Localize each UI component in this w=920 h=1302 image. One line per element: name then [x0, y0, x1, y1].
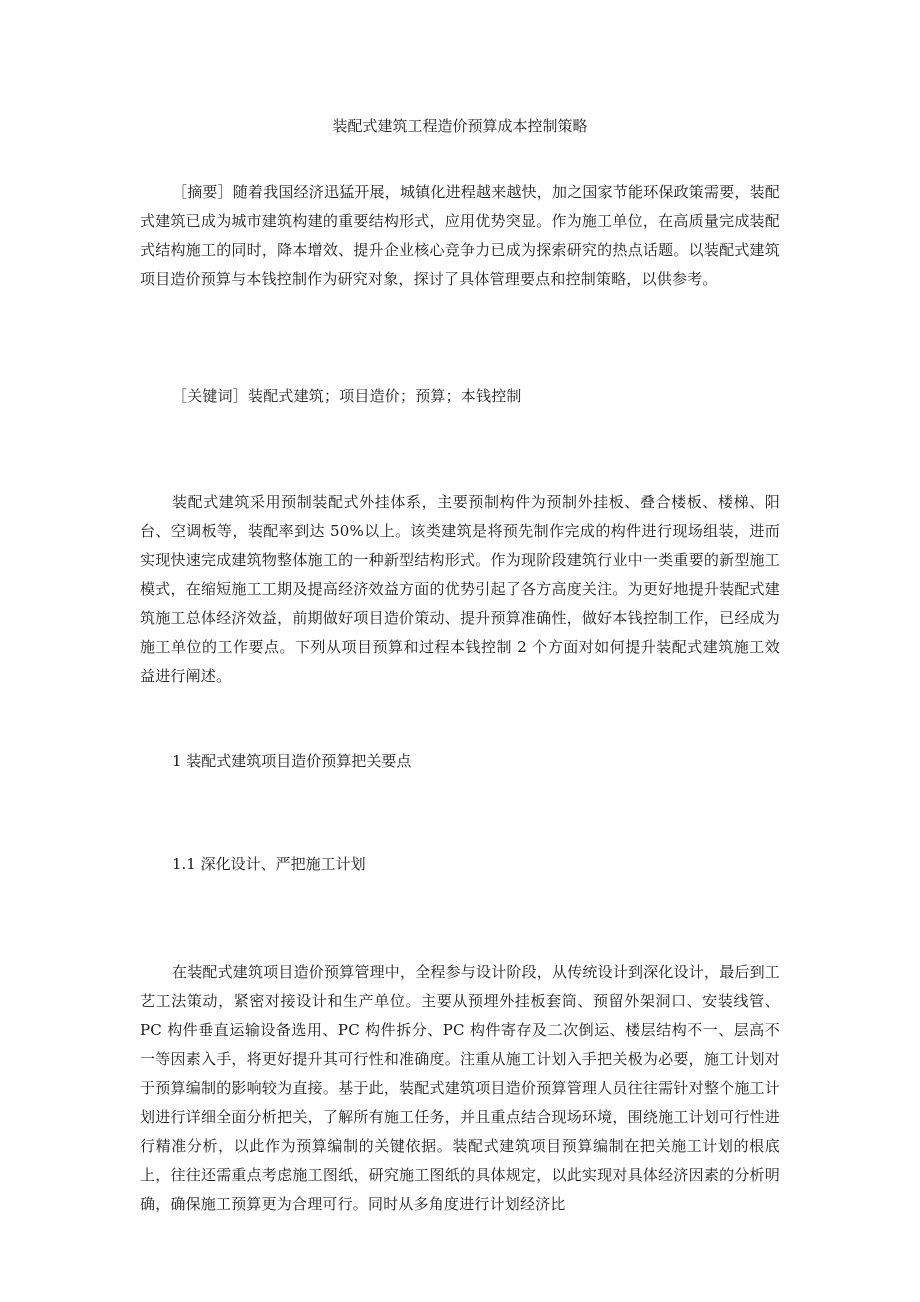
- document-title: 装配式建筑工程造价预算成本控制策略: [332, 117, 588, 135]
- section-1-1-body-paragraph: 在装配式建筑项目造价预算管理中，全程参与设计阶段，从传统设计到深化设计，最后到工艺工法策动，紧密对接设计和生产单位。主要从预埋外挂板套筒、预留外架洞口、安装线管、PC 构件垂直运输设备选用、PC 构件拆分、PC 构件寄存及二次倒运、楼层结构不一、层高不一等因素入手，将更好提升其可行性和准确度。注重从施工计划入手把关极为必要，施工计划对于预算编制的影响较为直接。基于此，装配式建筑项目造价预算管理人员往往需针对整个施工计划进行详细全面分析把关，了解所有施工任务，并且重点结合现场环境，围绕施工计划可行性进行精准分析，以此作为预算编制的关键依据。装配式建筑项目预算编制在把关施工计划的根底上，往往还需重点考虑施工图纸，研究施工图纸的具体规定，以此实现对具体经济因素的分析明确，确保施工预算更为合理可行。同时从多角度进行计划经济比: [140, 963, 781, 1213]
- keywords-paragraph: ［关键词］装配式建筑；项目造价；预算；本钱控制: [172, 387, 522, 405]
- section-heading-1: 1 装配式建筑项目造价预算把关要点: [172, 752, 412, 770]
- section-heading-1-1: 1.1 深化设计、严把施工计划: [172, 855, 366, 873]
- abstract-paragraph: ［摘要］随着我国经济迅猛开展，城镇化进程越来越快，加之国家节能环保政策需要，装配式建筑已成为城市建筑构建的重要结构形式，应用优势突显。作为施工单位，在高质量完成装配式结构施工的同时，降本增效、提升企业核心竞争力已成为探索研究的热点话题。以装配式建筑项目造价预算与本钱控制作为研究对象，探讨了具体管理要点和控制策略，以供参考。: [140, 183, 781, 288]
- intro-paragraph: 装配式建筑采用预制装配式外挂体系，主要预制构件为预制外挂板、叠合楼板、楼梯、阳台、空调板等，装配率到达 50%以上。该类建筑是将预先制作完成的构件进行现场组装，进而实现快速完成建筑物整体施工的一种新型结构形式。作为现阶段建筑行业中一类重要的新型施工模式，在缩短施工工期及提高经济效益方面的优势引起了各方高度关注。为更好地提升装配式建筑施工总体经济效益，前期做好项目造价策动、提升预算准确性，做好本钱控制工作，已经成为施工单位的工作要点。下列从项目预算和过程本钱控制 2 个方面对如何提升装配式建筑施工效益进行阐述。: [140, 493, 780, 685]
